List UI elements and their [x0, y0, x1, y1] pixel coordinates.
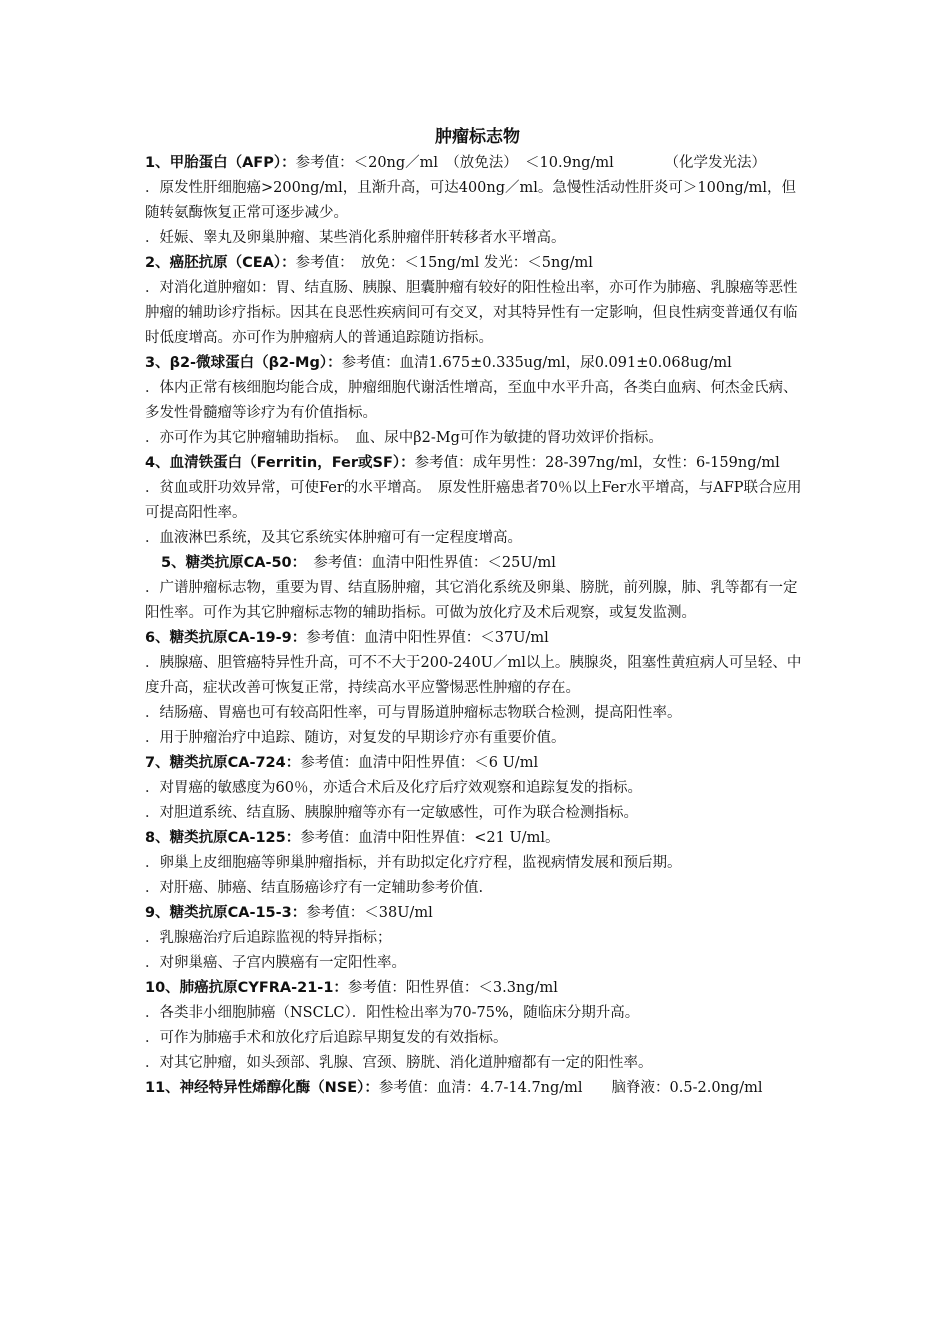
section-nse-label: 11、神经特异性烯醇化酶（NSE）： — [145, 1080, 379, 1096]
section-nse-header — [145, 1076, 810, 1101]
section-ca724-label: 7、糖类抗原CA-724： — [145, 755, 301, 771]
section-ferritin-header — [145, 451, 810, 476]
section-cyfra-reference: 参考值：阳性界值：＜3.3ng/ml — [347, 980, 558, 996]
section-ca153-header — [145, 901, 810, 926]
section-cyfra-line: ．对其它肿瘤，如头颈部、乳腺、宫颈、膀胱、消化道肿瘤都有一定的阳性率。 — [145, 1055, 653, 1071]
section-ca125-line: ．卵巢上皮细胞癌等卵巢肿瘤指标，并有助拟定化疗疗程，监视病情发展和预后期。 — [145, 855, 682, 871]
document-page — [145, 124, 810, 1101]
section-ca125-label: 8、糖类抗原CA-125： — [145, 830, 301, 846]
section-afp-reference: 参考值：＜20ng／ml （放免法） ＜10.9ng/ml （化学发光法） — [295, 155, 766, 171]
section-cyfra-header — [145, 976, 810, 1001]
section-ferritin-line: ．血液淋巴系统，及其它系统实体肿瘤可有一定程度增高。 — [145, 530, 522, 546]
section-ca724-line: ．对胃癌的敏感度为60％，亦适合术后及化疗后疗效观察和追踪复发的指标。 — [145, 780, 642, 796]
section-afp-label: 1、甲胎蛋白（AFP）： — [145, 155, 296, 171]
section-ca153-reference: 参考值：＜38U/ml — [306, 905, 433, 921]
section-ca50-label: 5、糖类抗原CA-50： — [161, 555, 299, 571]
section-ca50-header — [145, 551, 810, 576]
section-ca199-header — [145, 626, 810, 651]
section-ca125-header — [145, 826, 810, 851]
section-cea-reference: 参考值： 放免：＜15ng/ml 发光：＜5ng/ml — [295, 255, 593, 271]
section-ca153-line: ．乳腺癌治疗后追踪监视的特异指标； — [145, 930, 392, 946]
section-ca125-line: ．对肝癌、肺癌、结直肠癌诊疗有一定辅助参考价值. — [145, 880, 484, 896]
section-ferritin-label: 4、血清铁蛋白（Ferritin，Fer或SF）： — [145, 455, 415, 471]
section-ca125-reference: 参考值：血清中阳性界值：<21 U/ml。 — [300, 830, 560, 846]
section-afp-header — [145, 151, 810, 176]
section-ca199-line: ．结肠癌、胃癌也可有较高阳性率，可与胃肠道肿瘤标志物联合检测，提高阳性率。 — [145, 705, 682, 721]
section-cyfra-line: ．各类非小细胞肺癌（NSCLC）．阳性检出率为70-75%，随临床分期升高。 — [145, 1005, 640, 1021]
section-b2mg-line: ．亦可作为其它肿瘤辅助指标。 血、尿中β2-Mg可作为敏捷的肾功效评价指标。 — [145, 430, 663, 446]
section-ca724-line: ．对胆道系统、结直肠、胰腺肿瘤等亦有一定敏感性，可作为联合检测指标。 — [145, 805, 638, 821]
page-title: 肿瘤标志物 — [435, 127, 520, 147]
section-cyfra-label: 10、肺癌抗原CYFRA-21-1： — [145, 980, 348, 996]
section-cea-line: ．对消化道肿瘤如：胃、结直肠、胰腺、胆囊肿瘤有较好的阳性检出率，亦可作为肺癌、乳腺癌等恶性肿瘤的辅助诊疗指标。因其在良恶性疾病间可有交叉，对其特异性有一定影响，但良性病变普通仅有临时低度增高。亦可作为肿瘤病人的普通追踪随访指标。 — [145, 280, 798, 346]
section-ca50-reference: 参考值：血清中阳性界值：＜25U/ml — [298, 555, 556, 571]
section-ca50-line: ．广谱肿瘤标志物，重要为胃、结直肠肿瘤，其它消化系统及卵巢、膀胱，前列腺，肺、乳等都有一定阳性率。可作为其它肿瘤标志物的辅助指标。可做为放化疗及术后观察，或复发监测。 — [145, 580, 798, 621]
section-ca153-line: ．对卵巢癌、子宫内膜癌有一定阳性率。 — [145, 955, 406, 971]
section-cea-header — [145, 251, 810, 276]
section-ca153-label: 9、糖类抗原CA-15-3： — [145, 905, 307, 921]
section-cea-label: 2、癌胚抗原（CEA）： — [145, 255, 296, 271]
section-cyfra-line: ．可作为肺癌手术和放化疗后追踪早期复发的有效指标。 — [145, 1030, 508, 1046]
section-b2mg-label: 3、β2-微球蛋白（β2-Mg）： — [145, 355, 342, 371]
section-b2mg-line: ．体内正常有核细胞均能合成，肿瘤细胞代谢活性增高，至血中水平升高，各类白血病、何杰金氏病、多发性骨髓瘤等诊疗为有价值指标。 — [145, 380, 798, 421]
section-ca724-header — [145, 751, 810, 776]
section-b2mg-reference: 参考值：血清1.675±0.335ug/ml，尿0.091±0.068ug/ml — [341, 355, 732, 371]
section-ca199-line: ．胰腺癌、胆管癌特异性升高，可不不大于200-240U／ml以上。胰腺炎，阻塞性黄疸病人可呈轻、中度升高，症状改善可恢复正常，持续高水平应警惕恶性肿瘤的存在。 — [145, 655, 802, 696]
section-ferritin-line: ．贫血或肝功效异常，可使Fer的水平增高。 原发性肝癌患者70％以上Fer水平增高，与AFP联合应用可提高阳性率。 — [145, 480, 802, 521]
section-ca724-reference: 参考值：血清中阳性界值：＜6 U/ml — [300, 755, 539, 771]
section-ferritin-reference: 参考值：成年男性：28-397ng/ml，女性：6-159ng/ml — [414, 455, 780, 471]
section-ca199-line: ．用于肿瘤治疗中追踪、随访，对复发的早期诊疗亦有重要价值。 — [145, 730, 566, 746]
section-ca199-reference: 参考值：血清中阳性界值：＜37U/ml — [306, 630, 549, 646]
section-nse-reference: 参考值：血清：4.7-14.7ng/ml 脑脊液：0.5-2.0ng/ml — [378, 1080, 763, 1096]
section-ca199-label: 6、糖类抗原CA-19-9： — [145, 630, 307, 646]
section-afp-line: ．原发性肝细胞癌>200ng/ml，且渐升高，可达400ng／ml。急慢性活动性肝炎可＞100ng/ml，但随转氨酶恢复正常可逐步减少。 — [145, 180, 796, 221]
section-afp-line: ．妊娠、睾丸及卵巢肿瘤、某些消化系肿瘤伴肝转移者水平增高。 — [145, 230, 566, 246]
section-b2mg-header — [145, 351, 810, 376]
